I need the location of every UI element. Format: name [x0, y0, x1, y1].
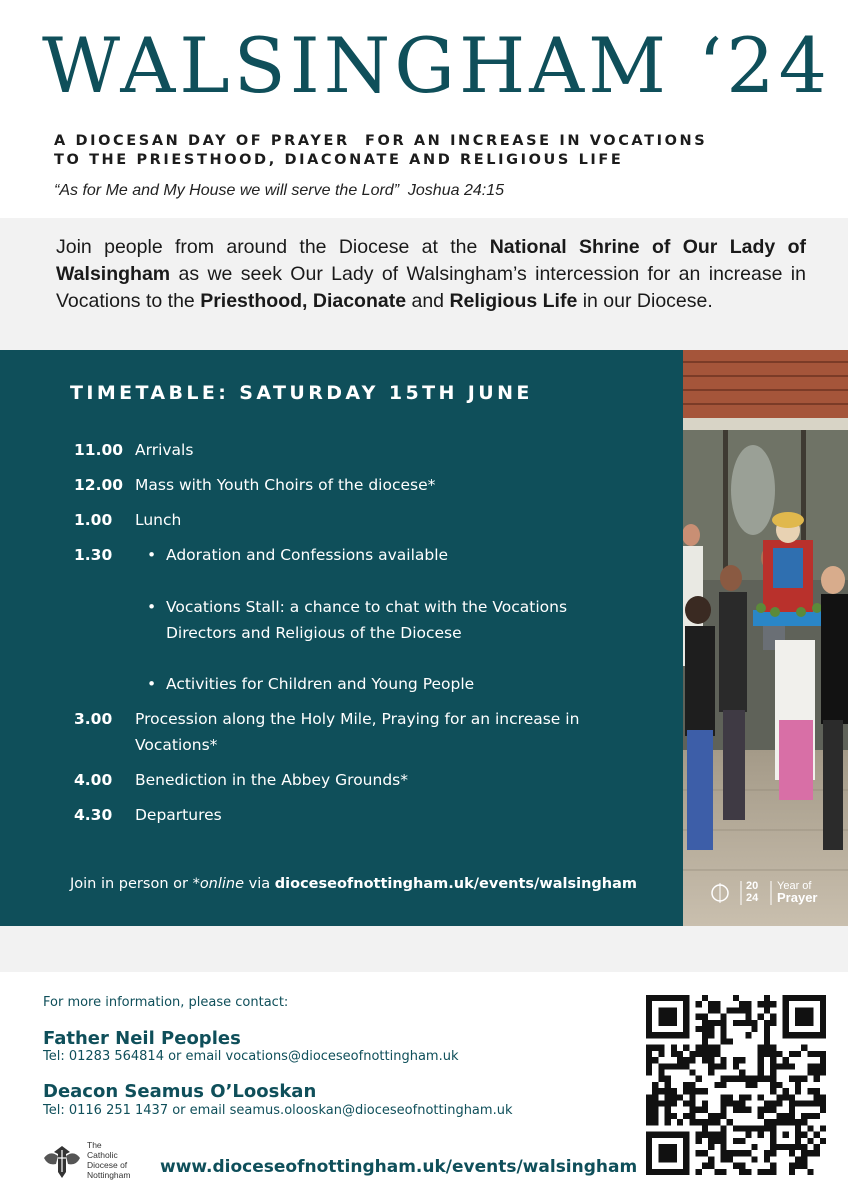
row-desc: Arrivals [135, 441, 194, 459]
row-time: 4.00 [74, 771, 113, 789]
year-of-prayer-text [777, 880, 817, 904]
row-desc: Procession along the Holy Mile, Praying for an increase in Vocations* [135, 710, 580, 754]
online-via: via [244, 876, 275, 892]
row-time: 4.30 [74, 806, 113, 824]
row-desc: Lunch [135, 511, 182, 529]
year-of-prayer-number [746, 880, 758, 904]
intro-text-1: Join people from around the Diocese at the [56, 236, 490, 258]
intro-paragraph [56, 234, 806, 315]
subtitle [54, 132, 814, 170]
procession-photo-illustration [683, 350, 848, 926]
procession-photo [683, 350, 848, 926]
online-note [70, 876, 637, 892]
logo-line-4: Nottingham [87, 1170, 131, 1180]
online-italic: *online [192, 876, 245, 892]
online-prefix: Join in person or [70, 876, 193, 892]
subtitle-line-2: TO THE PRIESTHOOD, DIACONATE AND RELIGIOUS LIFE [54, 152, 624, 168]
intro-shrine: National Shrine of Our Lady of Walsingham [56, 236, 806, 285]
bullet-dot: • [147, 675, 157, 693]
row-time: 11.00 [74, 441, 124, 459]
contact-name: Deacon Seamus O’Looskan [43, 1081, 317, 1102]
intro-text-4: in our Diocese. [577, 290, 713, 312]
bullet-text: Adoration and Confessions available [166, 546, 449, 564]
logo-line-1: The [87, 1140, 102, 1150]
subtitle-line-1: A DIOCESAN DAY OF PRAYER FOR AN INCREASE IN VOCATIONS [54, 133, 708, 149]
diocese-logo-text [87, 1140, 130, 1180]
online-link[interactable]: dioceseofnottingham.uk/events/walsingham [274, 876, 638, 892]
yop-label-bottom: Prayer [777, 890, 818, 905]
diocese-crest-icon [40, 1142, 84, 1182]
scripture-quote: “As for Me and My House we will serve the Lord” Joshua 24:15 [54, 182, 504, 199]
page-title: WALSINGHAM ‘24 [42, 21, 831, 110]
intro-priesthood: Priesthood, Diaconate [200, 290, 407, 312]
separator-band [0, 926, 848, 972]
bullet-text: Vocations Stall: a chance to chat with the Vocations Directors and Religious of the Diocese [166, 598, 568, 642]
row-desc: Departures [135, 806, 222, 824]
row-time: 1.00 [74, 511, 113, 529]
logo-line-3: Diocese of [87, 1160, 128, 1170]
logo-line-2: Catholic [87, 1150, 118, 1160]
yop-num-bottom: 24 [746, 892, 759, 904]
row-time: 3.00 [74, 710, 113, 728]
qr-code[interactable] [646, 995, 826, 1175]
timetable-heading: TIMETABLE: SATURDAY 15TH JUNE [70, 382, 533, 404]
yop-num-top: 20 [746, 880, 759, 892]
bullet-text: Activities for Children and Young People [166, 675, 475, 693]
row-time: 1.30 [74, 546, 113, 564]
website-link[interactable]: www.dioceseofnottingham.uk/events/walsingham [160, 1157, 638, 1177]
bullet-dot: • [147, 546, 157, 564]
row-time: 12.00 [74, 476, 124, 494]
contact-details: Tel: 0116 251 1437 or email seamus.olooskan@dioceseofnottingham.uk [43, 1103, 513, 1118]
contact-details: Tel: 01283 564814 or email vocations@dioceseofnottingham.uk [43, 1049, 459, 1064]
intro-text-3: and [406, 290, 450, 312]
bullet-dot: • [147, 598, 157, 616]
row-desc: Benediction in the Abbey Grounds* [135, 771, 408, 789]
intro-text-2: as we seek Our Lady of Walsingham’s intercession for an increase in Vocations to the [56, 263, 806, 312]
yop-label-top: Year of [777, 880, 812, 892]
row-desc: Mass with Youth Choirs of the diocese* [135, 476, 436, 494]
intro-religious-life: Religious Life [449, 290, 578, 312]
contact-intro: For more information, please contact: [43, 995, 289, 1010]
contact-name: Father Neil Peoples [43, 1028, 241, 1049]
